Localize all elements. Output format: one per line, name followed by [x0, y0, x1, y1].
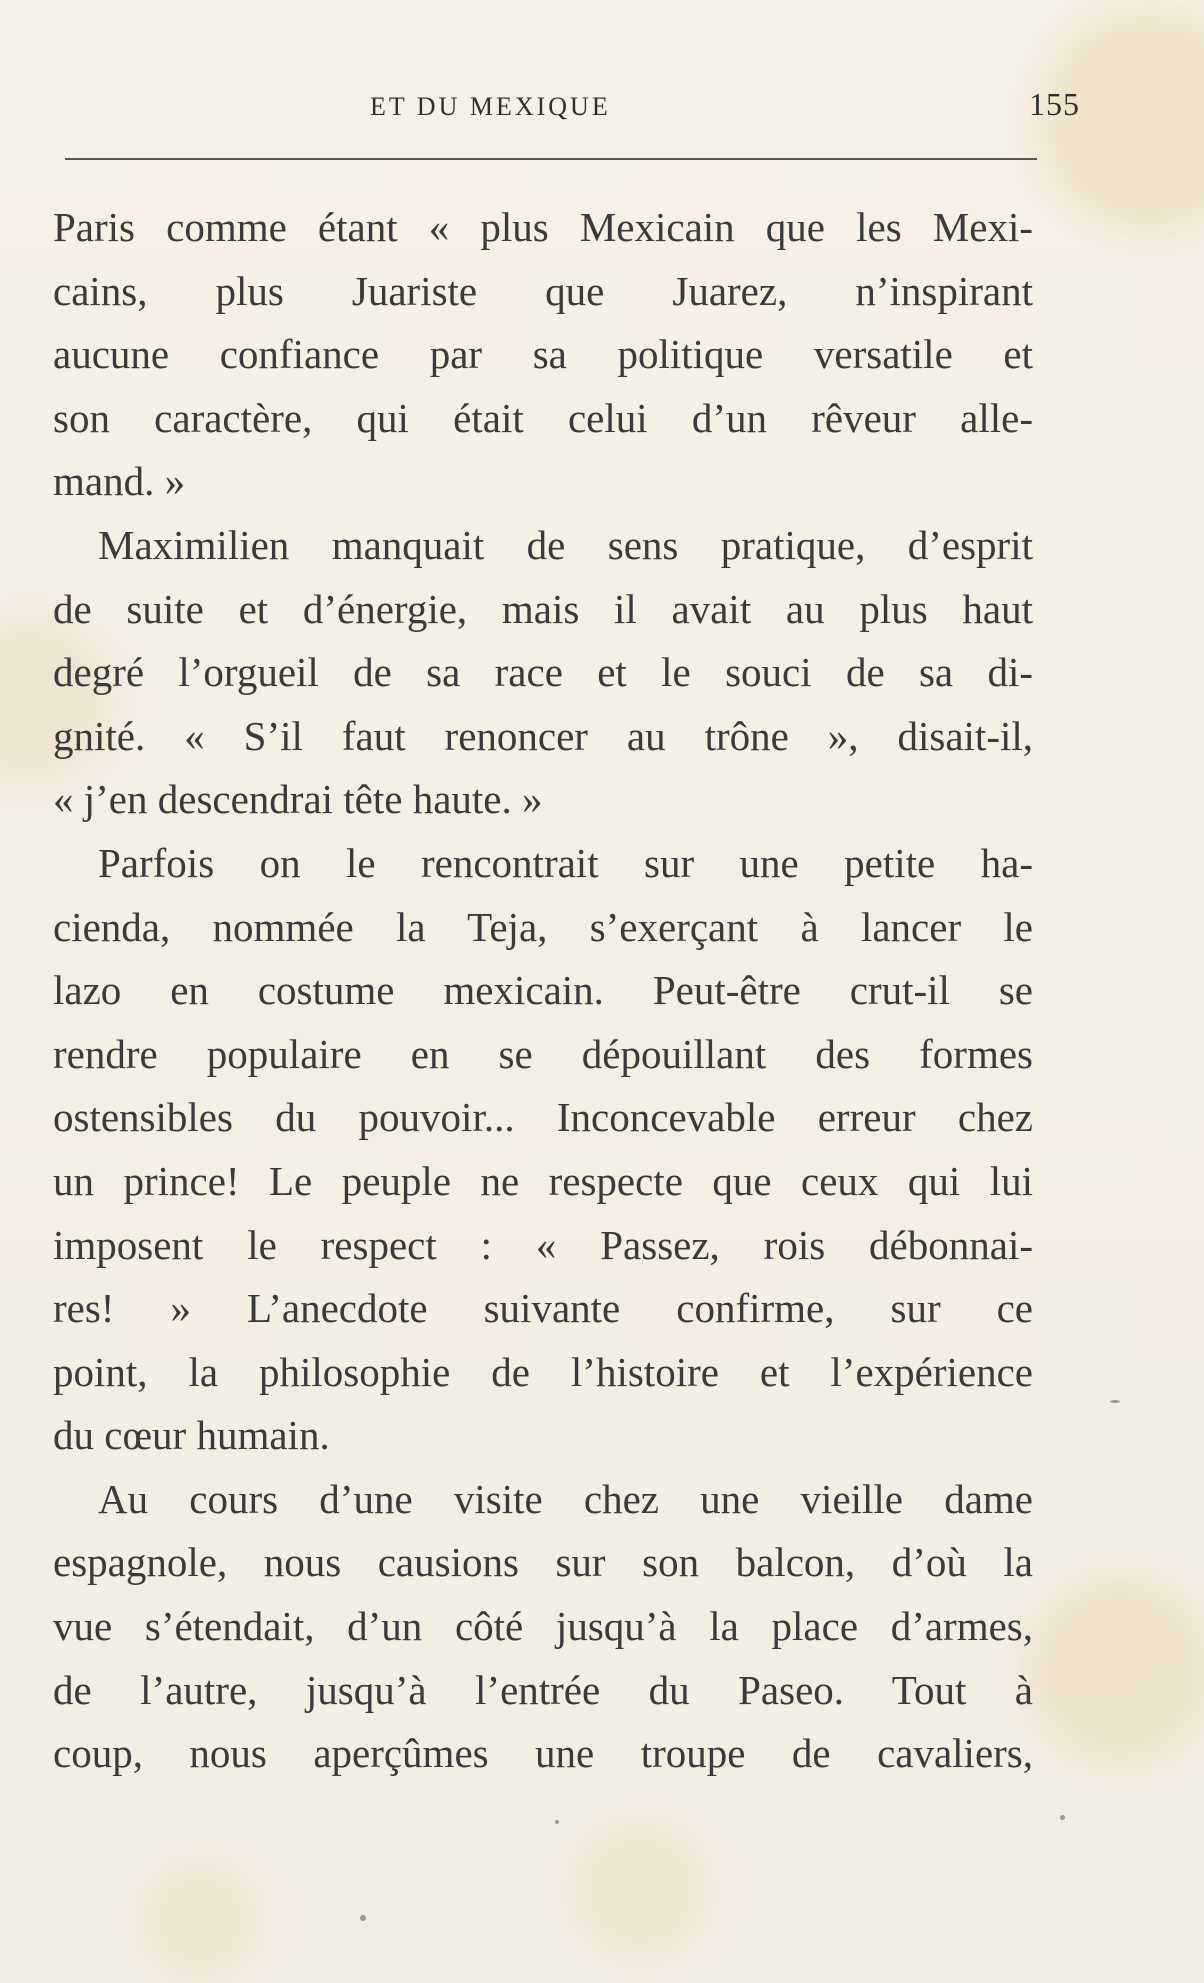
text-line: cains, plus Juariste que Juarez, n’inspirant	[53, 267, 1033, 314]
text-line: mand. »	[53, 458, 186, 505]
running-title: ET DU MEXIQUE	[370, 92, 611, 121]
text-line: cienda, nommée la Teja, s’exerçant à lancer le	[53, 903, 1033, 950]
text-line: aucune confiance par sa politique versatile et	[53, 331, 1033, 378]
header-rule	[65, 158, 1037, 160]
text-line: rendre populaire en se dépouillant des formes	[53, 1030, 1033, 1077]
text-line: gnité. « S’il faut renoncer au trône », disait-il,	[53, 712, 1033, 759]
text-line: point, la philosophie de l’histoire et l’expérience	[53, 1348, 1033, 1395]
page-number: 155	[1029, 86, 1080, 122]
text-line: Au cours d’une visite chez une vieille dame	[98, 1475, 1033, 1522]
text-line: de l’autre, jusqu’à l’entrée du Paseo. Tout à	[53, 1666, 1033, 1713]
text-line: degré l’orgueil de sa race et le souci de sa di-	[53, 649, 1033, 696]
text-line: de suite et d’énergie, mais il avait au plus haut	[53, 585, 1033, 632]
paper-speck	[1060, 1815, 1065, 1820]
text-line: vue s’étendait, d’un côté jusqu’à la place d’armes,	[53, 1603, 1033, 1650]
text-line: coup, nous aperçûmes une troupe de cavaliers,	[53, 1730, 1033, 1777]
text-line: un prince! Le peuple ne respecte que ceux qui lui	[53, 1157, 1033, 1204]
text-line: lazo en costume mexicain. Peut-être crut-il se	[53, 967, 1033, 1014]
paper-speck	[555, 1820, 559, 1824]
page-header	[55, 86, 1095, 132]
text-line: Paris comme étant « plus Mexicain que les Mexi-	[53, 204, 1033, 250]
text-line: son caractère, qui était celui d’un rêveur alle-	[53, 394, 1033, 441]
text-line: imposent le respect : « Passez, rois débonnai-	[53, 1221, 1033, 1268]
text-line: du cœur humain.	[53, 1412, 330, 1459]
text-line: Parfois on le rencontrait sur une petite ha-	[98, 839, 1033, 886]
body-text	[53, 196, 1033, 1786]
text-line: ostensibles du pouvoir... Inconcevable erreur chez	[53, 1094, 1033, 1141]
text-line: « j’en descendrai tête haute. »	[53, 776, 543, 823]
paper-speck	[1110, 1400, 1120, 1403]
text-line: res! » L’anecdote suivante confirme, sur ce	[53, 1285, 1033, 1332]
paper-speck	[360, 1915, 366, 1921]
text-line: espagnole, nous causions sur son balcon, d’où la	[53, 1539, 1033, 1586]
text-line: Maximilien manquait de sens pratique, d’esprit	[98, 521, 1033, 568]
